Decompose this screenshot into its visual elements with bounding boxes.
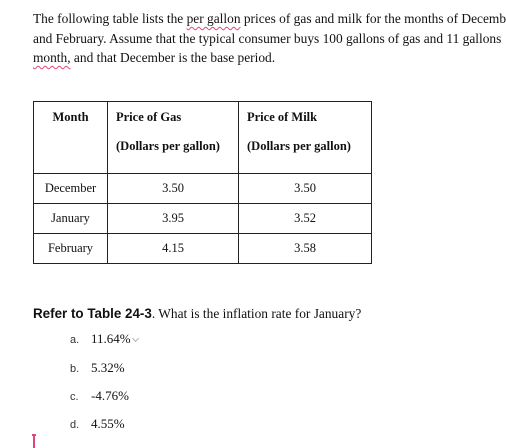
header-milk-unit: (Dollars per gallon): [247, 139, 351, 153]
intro-text: and that December is the base period.: [70, 50, 276, 65]
cell-milk-price: 3.52: [239, 204, 372, 234]
cell-gas-price: 3.50: [108, 174, 239, 204]
cell-month: January: [34, 204, 108, 234]
option-text: 11.64%: [91, 331, 131, 346]
intro-line-3: [33, 48, 478, 68]
chevron-down-icon[interactable]: [132, 335, 139, 342]
option-letter: c.: [70, 391, 79, 403]
question-text: [33, 306, 361, 322]
header-milk: [239, 102, 372, 174]
header-gas-label: Price of Gas: [116, 110, 182, 124]
option-letter: d.: [70, 419, 80, 431]
header-gas: [108, 102, 239, 174]
table-row: [34, 234, 372, 264]
problem-intro: [33, 9, 506, 68]
price-table: [33, 101, 372, 264]
header-month-label: Month: [52, 110, 89, 124]
option-b[interactable]: [70, 360, 125, 376]
option-text: 4.55%: [91, 416, 125, 431]
table-row: [34, 204, 372, 234]
option-letter: b.: [70, 363, 80, 375]
option-d[interactable]: [70, 416, 125, 432]
table-header-row: [34, 102, 372, 174]
option-text: -4.76%: [91, 388, 129, 403]
header-month: [34, 102, 108, 174]
header-gas-unit: (Dollars per gallon): [116, 139, 220, 153]
text-cursor-icon: [32, 434, 36, 448]
intro-text: prices of gas and milk for the months of Decemb: [240, 11, 506, 26]
header-milk-label: Price of Milk: [247, 110, 318, 124]
question-body: . What is the inflation rate for January?: [151, 306, 362, 321]
cell-month: December: [34, 174, 108, 204]
option-c[interactable]: [70, 388, 129, 404]
cell-gas-price: 4.15: [108, 234, 239, 264]
cell-milk-price: 3.58: [239, 234, 372, 264]
cell-month: February: [34, 234, 108, 264]
option-letter: a.: [70, 334, 80, 346]
intro-line-1: [33, 9, 506, 29]
option-text: 5.32%: [91, 360, 125, 375]
spellcheck-mark[interactable]: month,: [33, 50, 71, 65]
table-reference: Refer to Table 24-3: [33, 306, 152, 321]
spellcheck-mark[interactable]: per gallon: [186, 11, 241, 26]
cell-milk-price: 3.50: [239, 174, 372, 204]
cell-gas-price: 3.95: [108, 204, 239, 234]
intro-text: The following table lists the: [33, 11, 187, 26]
table-row: [34, 174, 372, 204]
intro-line-2: and February. Assume that the typical consumer buys 100 gallons of gas and 11 gallons: [33, 30, 502, 46]
option-a[interactable]: [70, 331, 138, 347]
